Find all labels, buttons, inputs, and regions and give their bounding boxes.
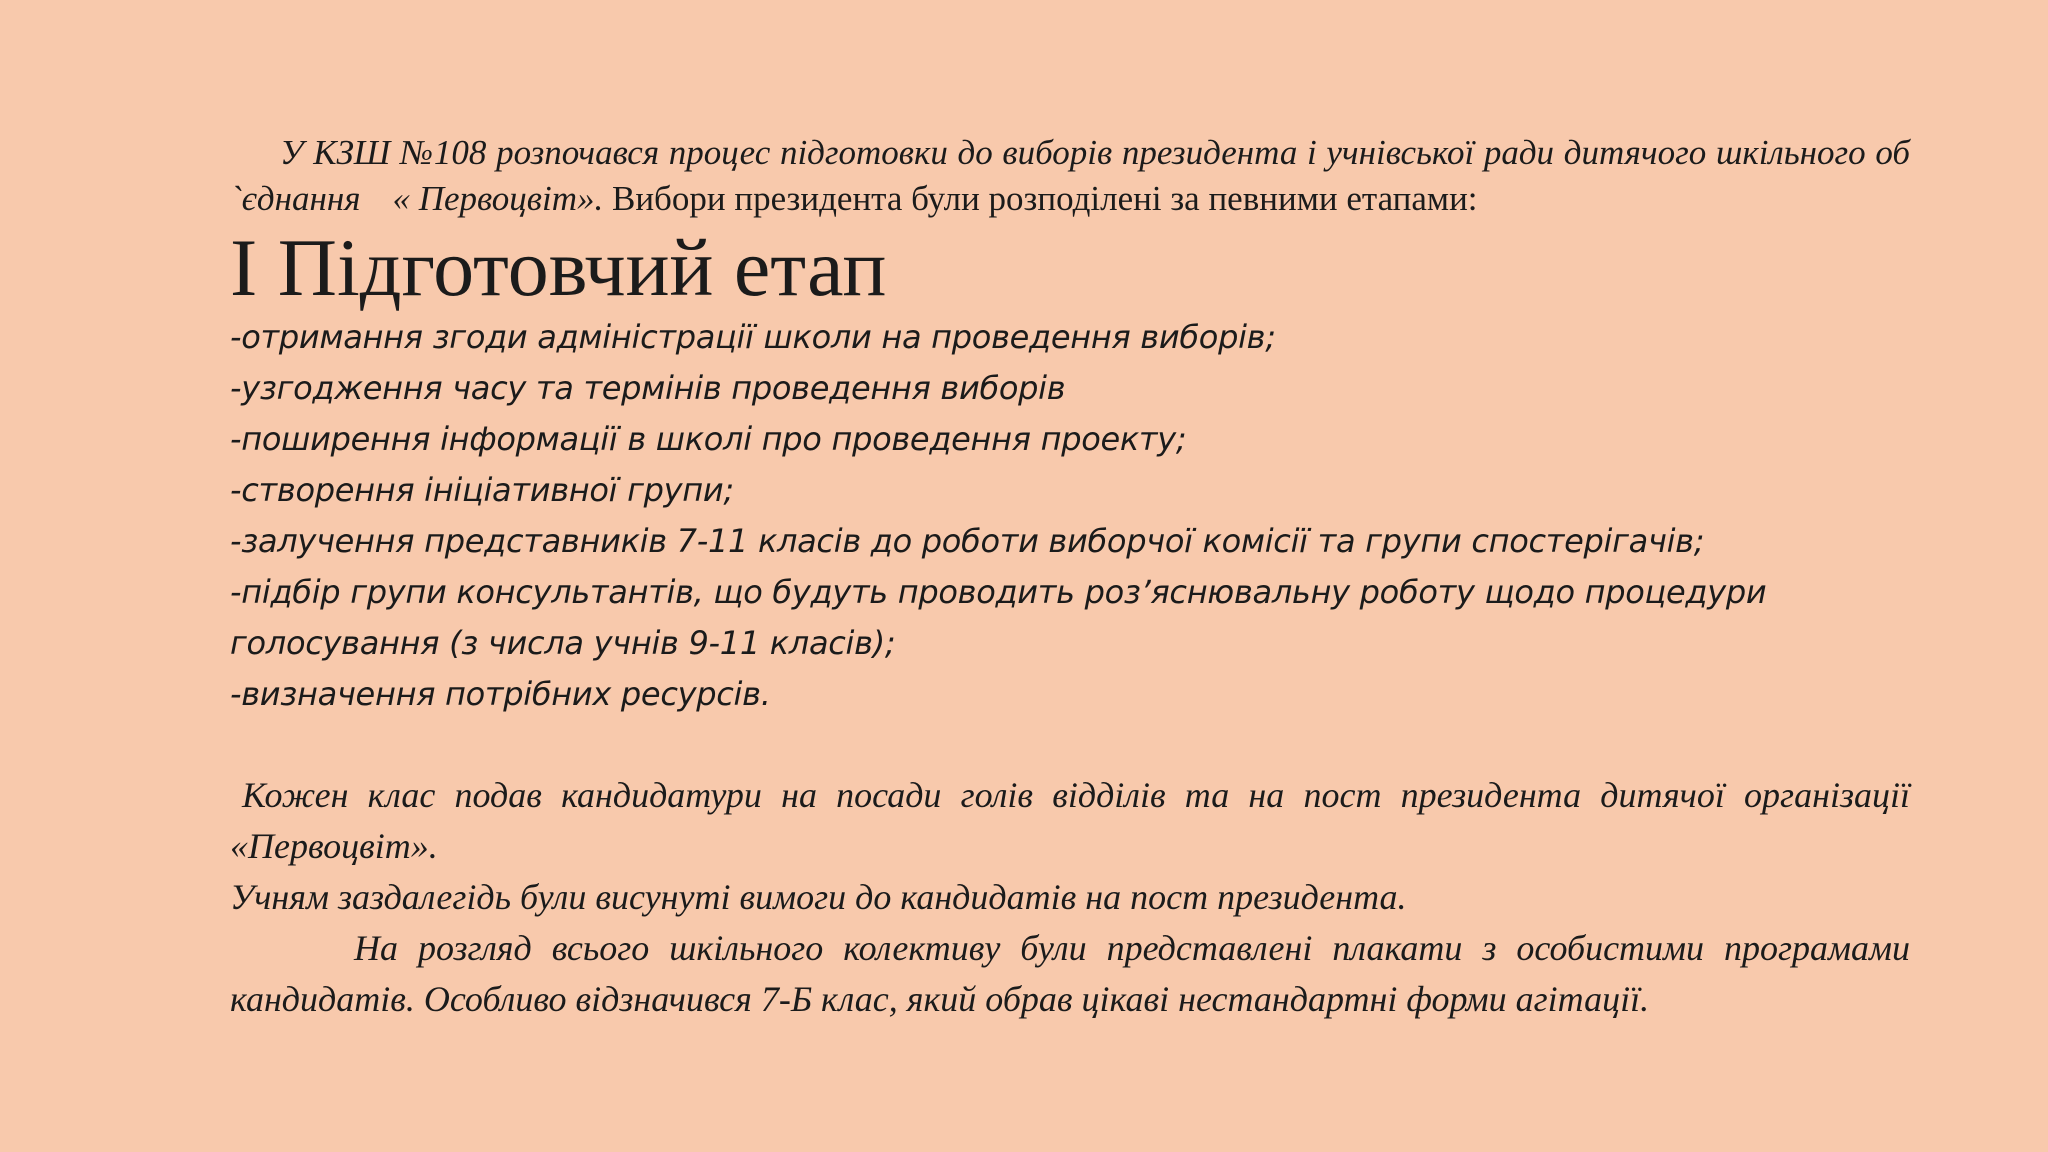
list-item: -підбір групи консультантів, що будуть проводить роз’яснювальну роботу щодо процедури голосування (з числа учнів 9-11 класів); (230, 573, 1767, 662)
intro-paragraph (230, 130, 1910, 222)
list-item: -отримання згоди адміністрації школи на проведення виборів; (230, 318, 1276, 356)
section-spacer (230, 720, 1910, 770)
intro-italic-text: У КЗШ №108 розпочався процес підготовки до виборів президента і учнівської ради дитячого шкільного об `єднання (230, 133, 1910, 218)
list-item: -поширення інформації в школі про проведення проекту; (230, 420, 1187, 458)
stage-heading: І Підготовчий етап (230, 222, 887, 313)
posters-paragraph (230, 923, 1910, 1025)
list-item: -визначення потрібних ресурсів. (230, 675, 771, 713)
intro-org-name: « Первоцвіт». (392, 179, 604, 218)
stage-steps-list (230, 312, 1910, 720)
intro-regular-text: Вибори президента були розподілені за певними етапами: (603, 179, 1478, 218)
candidates-text: Кожен клас подав кандидатури на посади голів відділів та на пост президента дитячої організації «Первоцвіт». (230, 775, 1910, 866)
list-item: -узгодження часу та термінів проведення виборів (230, 369, 1066, 407)
candidates-paragraph (230, 770, 1910, 872)
list-item: -створення ініціативної групи; (230, 471, 734, 509)
slide-content (230, 130, 1910, 1025)
requirements-paragraph: Учням заздалегідь були висунуті вимоги до кандидатів на пост президента. (230, 877, 1407, 917)
list-item: -залучення представників 7-11 класів до роботи виборчої комісії та групи спостерігачів; (230, 522, 1705, 560)
posters-text: На розгляд всього шкільного колективу були представлені плакати з особистими програмами кандидатів. Особливо відзначився 7-Б клас, який обрав цікаві нестандартні форми агітації. (230, 928, 1910, 1019)
